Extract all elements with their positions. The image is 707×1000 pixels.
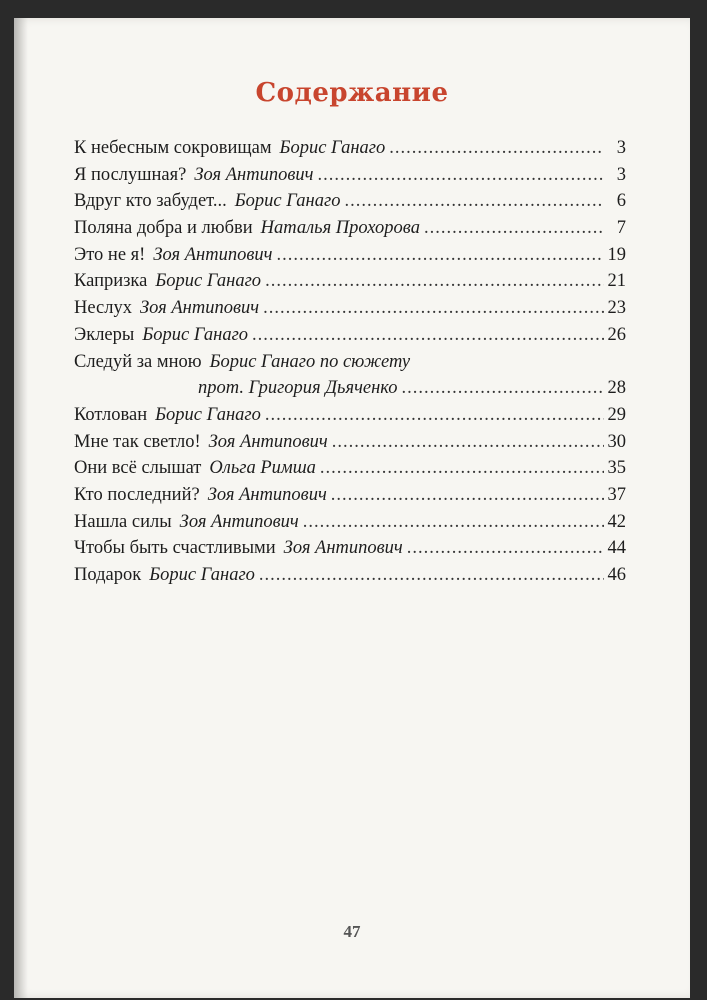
toc-entry-page: 23 [607,298,626,319]
toc-entry [74,352,626,379]
toc-entry-author: Зоя Антипович [194,164,314,185]
toc-entry-author: Борис Ганаго [155,271,262,292]
toc-entry-title: Подарок [74,565,142,585]
toc-entry-title: Это не я! [74,244,146,265]
toc-entry-title: Мне так светло! [74,431,201,452]
toc-title: Содержание [255,78,449,108]
toc-entry-page: 26 [607,324,626,345]
toc-leader-dots [407,538,604,559]
toc-leader-dots [265,405,604,426]
toc-entry-title: Вдруг кто забудет... [74,191,227,212]
toc-entry-author: Зоя Антипович [153,244,273,265]
toc-entry-page: 21 [607,271,626,292]
toc-entry-author: Ольга Римша [209,458,316,479]
toc-entry-page: 30 [607,431,626,452]
toc-leader-dots [320,458,604,479]
toc-entry-page: 28 [607,378,626,399]
toc-entry-title: Я послушная? [74,164,187,185]
toc-entry-page: 19 [607,244,626,265]
toc-leader-dots [259,565,604,586]
toc-entry [74,458,626,485]
toc-entry-author: Борис Ганаго [279,138,386,158]
toc-leader-dots [276,245,603,266]
toc-entry-author: Зоя Антипович [207,484,327,505]
toc-entry-author: Зоя Антипович [179,511,299,532]
toc-entry-author: Борис Ганаго [155,404,261,425]
toc-leader-dots [332,432,604,453]
toc-leader-dots [402,378,604,399]
toc-entry [74,485,626,512]
toc-entry-page: 46 [607,565,626,585]
toc-entry-page: 7 [616,218,626,239]
toc-entry-page: 6 [616,191,626,212]
toc-entry-continuation [74,378,626,405]
toc-entry [74,165,626,192]
page-number: 47 [343,922,361,941]
toc-entry [74,138,626,165]
toc-entry-author-continued: прот. Григория Дьяченко [198,378,398,399]
toc-entry-page: 29 [607,404,626,425]
toc-entry-title: Следуй за мною [74,351,202,372]
toc-entry-author: Борис Ганаго [149,565,255,585]
toc-entry-author: Зоя Антипович [283,538,403,559]
toc-entry [74,191,626,218]
toc-entry [74,405,626,432]
toc-leader-dots [344,191,604,212]
toc-entry [74,218,626,245]
toc-leader-dots [263,298,603,319]
toc-entry-page: 3 [616,138,626,158]
toc-leader-dots [389,138,604,159]
toc-entry-author: Зоя Антипович [139,298,260,319]
toc-leader-dots [252,325,603,346]
toc-entry-page: 37 [607,484,626,505]
toc-entry-title: Поляна добра и любви [74,218,253,239]
toc-entry-author: Наталья Прохорова [260,218,420,239]
toc-entry [74,512,626,539]
toc-leader-dots [331,485,604,506]
toc-entry-author: Борис Ганаго [234,191,341,212]
toc-entry [74,271,626,298]
toc-entry [74,538,626,565]
toc-entry-author: Борис Ганаго по сюжету [209,351,411,372]
toc-entry-title: Эклеры [74,324,135,345]
toc-leader-dots [303,512,604,533]
toc-entry-author: Борис Ганаго [142,324,249,345]
toc-leader-dots [424,218,604,239]
toc-entry-page: 44 [607,538,626,559]
page-fold-shadow [14,18,28,998]
toc-entry [74,565,626,592]
toc-leader-dots [265,271,603,292]
toc-entry-title: Они всё слышат [74,458,202,479]
toc-entry [74,298,626,325]
toc-entry [74,325,626,352]
toc-entry-page: 3 [616,164,626,185]
toc-entry-page: 42 [607,511,626,532]
table-of-contents [74,138,626,592]
toc-leader-dots [317,165,604,186]
toc-entry-title: К небесным сокровищам [74,138,272,158]
toc-entry-title: Чтобы быть счастливыми [74,538,276,559]
toc-entry-title: Нашла силы [74,511,172,532]
book-page [14,18,690,998]
toc-entry-title: Неслух [74,298,132,319]
toc-entry-title: Кто последний? [74,484,200,505]
toc-entry-title: Котлован [74,404,148,425]
toc-entry [74,245,626,272]
toc-entry-author: Зоя Антипович [208,431,328,452]
toc-entry-title: Капризка [74,271,148,292]
toc-entry [74,432,626,459]
toc-entry-page: 35 [607,458,626,479]
